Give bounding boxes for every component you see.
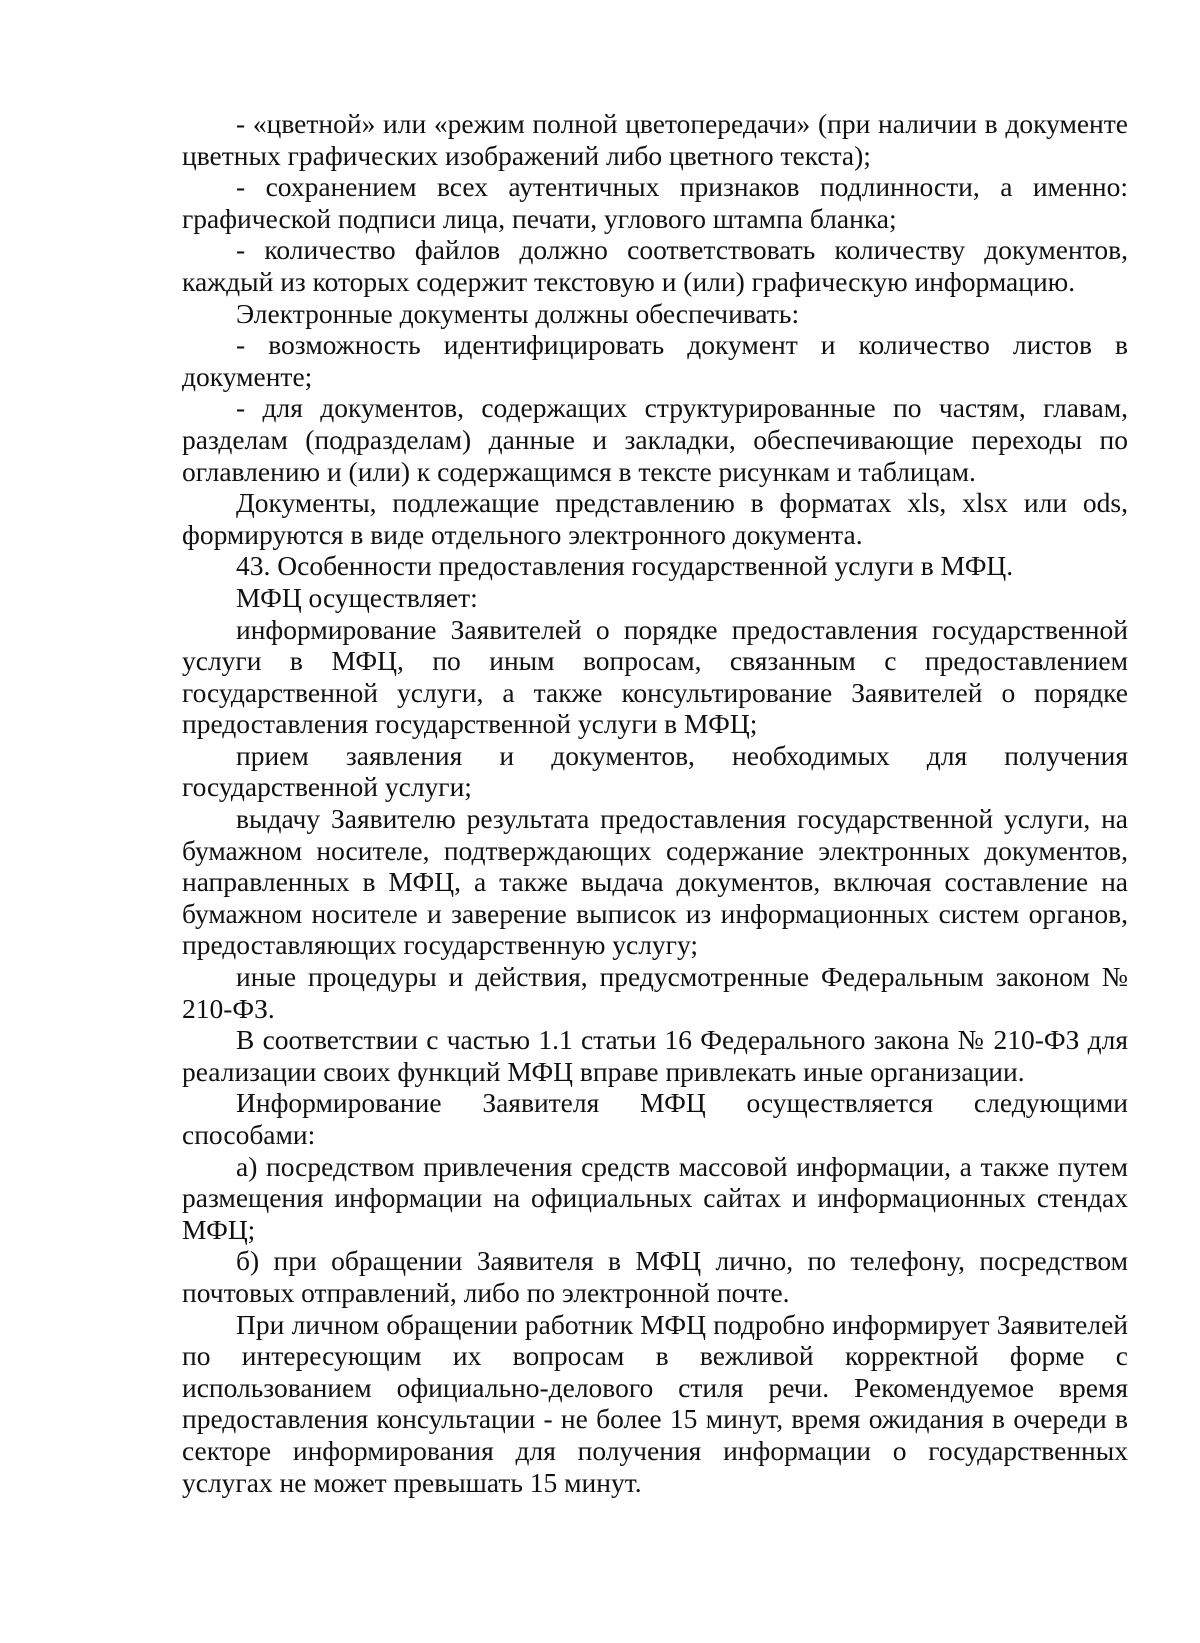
paragraph-other-procedures: иные процедуры и действия, предусмотренные Федеральным законом № 210-ФЗ. xyxy=(182,961,1128,1024)
document-body xyxy=(182,108,1128,1498)
paragraph-informing: информирование Заявителей о порядке предоставления государственной услуги в МФЦ, по иным вопросам, связанным с предоставлением государственной услуги, а также консультирование Заявителей о порядке предоставления государственной услуги в МФЦ; xyxy=(182,613,1128,740)
paragraph-authenticity: - сохранением всех аутентичных признаков подлинности, а именно: графической подписи лица, печати, углового штампа бланка; xyxy=(182,171,1128,234)
paragraph-spreadsheet-formats: Документы, подлежащие представлению в форматах xls, xlsx или ods, формируются в виде отдельного электронного документа. xyxy=(182,487,1128,550)
paragraph-reception: прием заявления и документов, необходимых для получения государственной услуги; xyxy=(182,739,1128,803)
paragraph-file-count: - количество файлов должно соответствовать количеству документов, каждый из которых содержит текстовую и (или) графическую информацию. xyxy=(182,234,1128,297)
paragraph-issuance: выдачу Заявителю результата предоставления государственной услуги, на бумажном носителе, подтверждающих содержание электронных документов, направленных в МФЦ, а также выдача документов, включая составление на бумажном носителе и заверение выписок из информационных систем органов, предоставляющих государственную услугу; xyxy=(182,803,1128,961)
paragraph-method-b: б) при обращении Заявителя в МФЦ лично, по телефону, посредством почтовых отправлений, либо по электронной почте. xyxy=(182,1245,1128,1308)
paragraph-electronic-docs-intro: Электронные документы должны обеспечивать: xyxy=(236,297,800,329)
section-heading-43: 43. Особенности предоставления государственной услуги в МФЦ. xyxy=(236,550,1014,582)
paragraph-structured-documents: - для документов, содержащих структурированные по частям, главам, разделам (подразделам) данные и закладки, обеспечивающие переходы по оглавлению и (или) к содержащимся в тексте рисункам и таблицам. xyxy=(182,392,1128,487)
paragraph-law-reference: В соответствии с частью 1.1 статьи 16 Федерального закона № 210-ФЗ для реализации своих функций МФЦ вправе привлекать иные организации. xyxy=(182,1024,1128,1087)
paragraph-method-a: а) посредством привлечения средств массовой информации, а также путем размещения информации на официальных сайтах и информационных стендах МФЦ; xyxy=(182,1150,1128,1245)
paragraph-mfc-performs: МФЦ осуществляет: xyxy=(236,581,478,613)
paragraph-identify-document: - возможность идентифицировать документ и количество листов в документе; xyxy=(182,329,1128,392)
paragraph-informing-methods: Информирование Заявителя МФЦ осуществляется следующими способами: xyxy=(182,1087,1128,1150)
paragraph-personal-visit: При личном обращении работник МФЦ подробно информирует Заявителей по интересующим их вопросам в вежливой корректной форме с использованием официально-делового стиля речи. Рекомендуемое время предоставления консультации - не более 15 минут, время ожидания в очереди в секторе информирования для получения информации о государственных услугах не может превышать 15 минут. xyxy=(182,1308,1128,1498)
paragraph-color-mode: - «цветной» или «режим полной цветопередачи» (при наличии в документе цветных графических изображений либо цветного текста); xyxy=(182,108,1128,171)
